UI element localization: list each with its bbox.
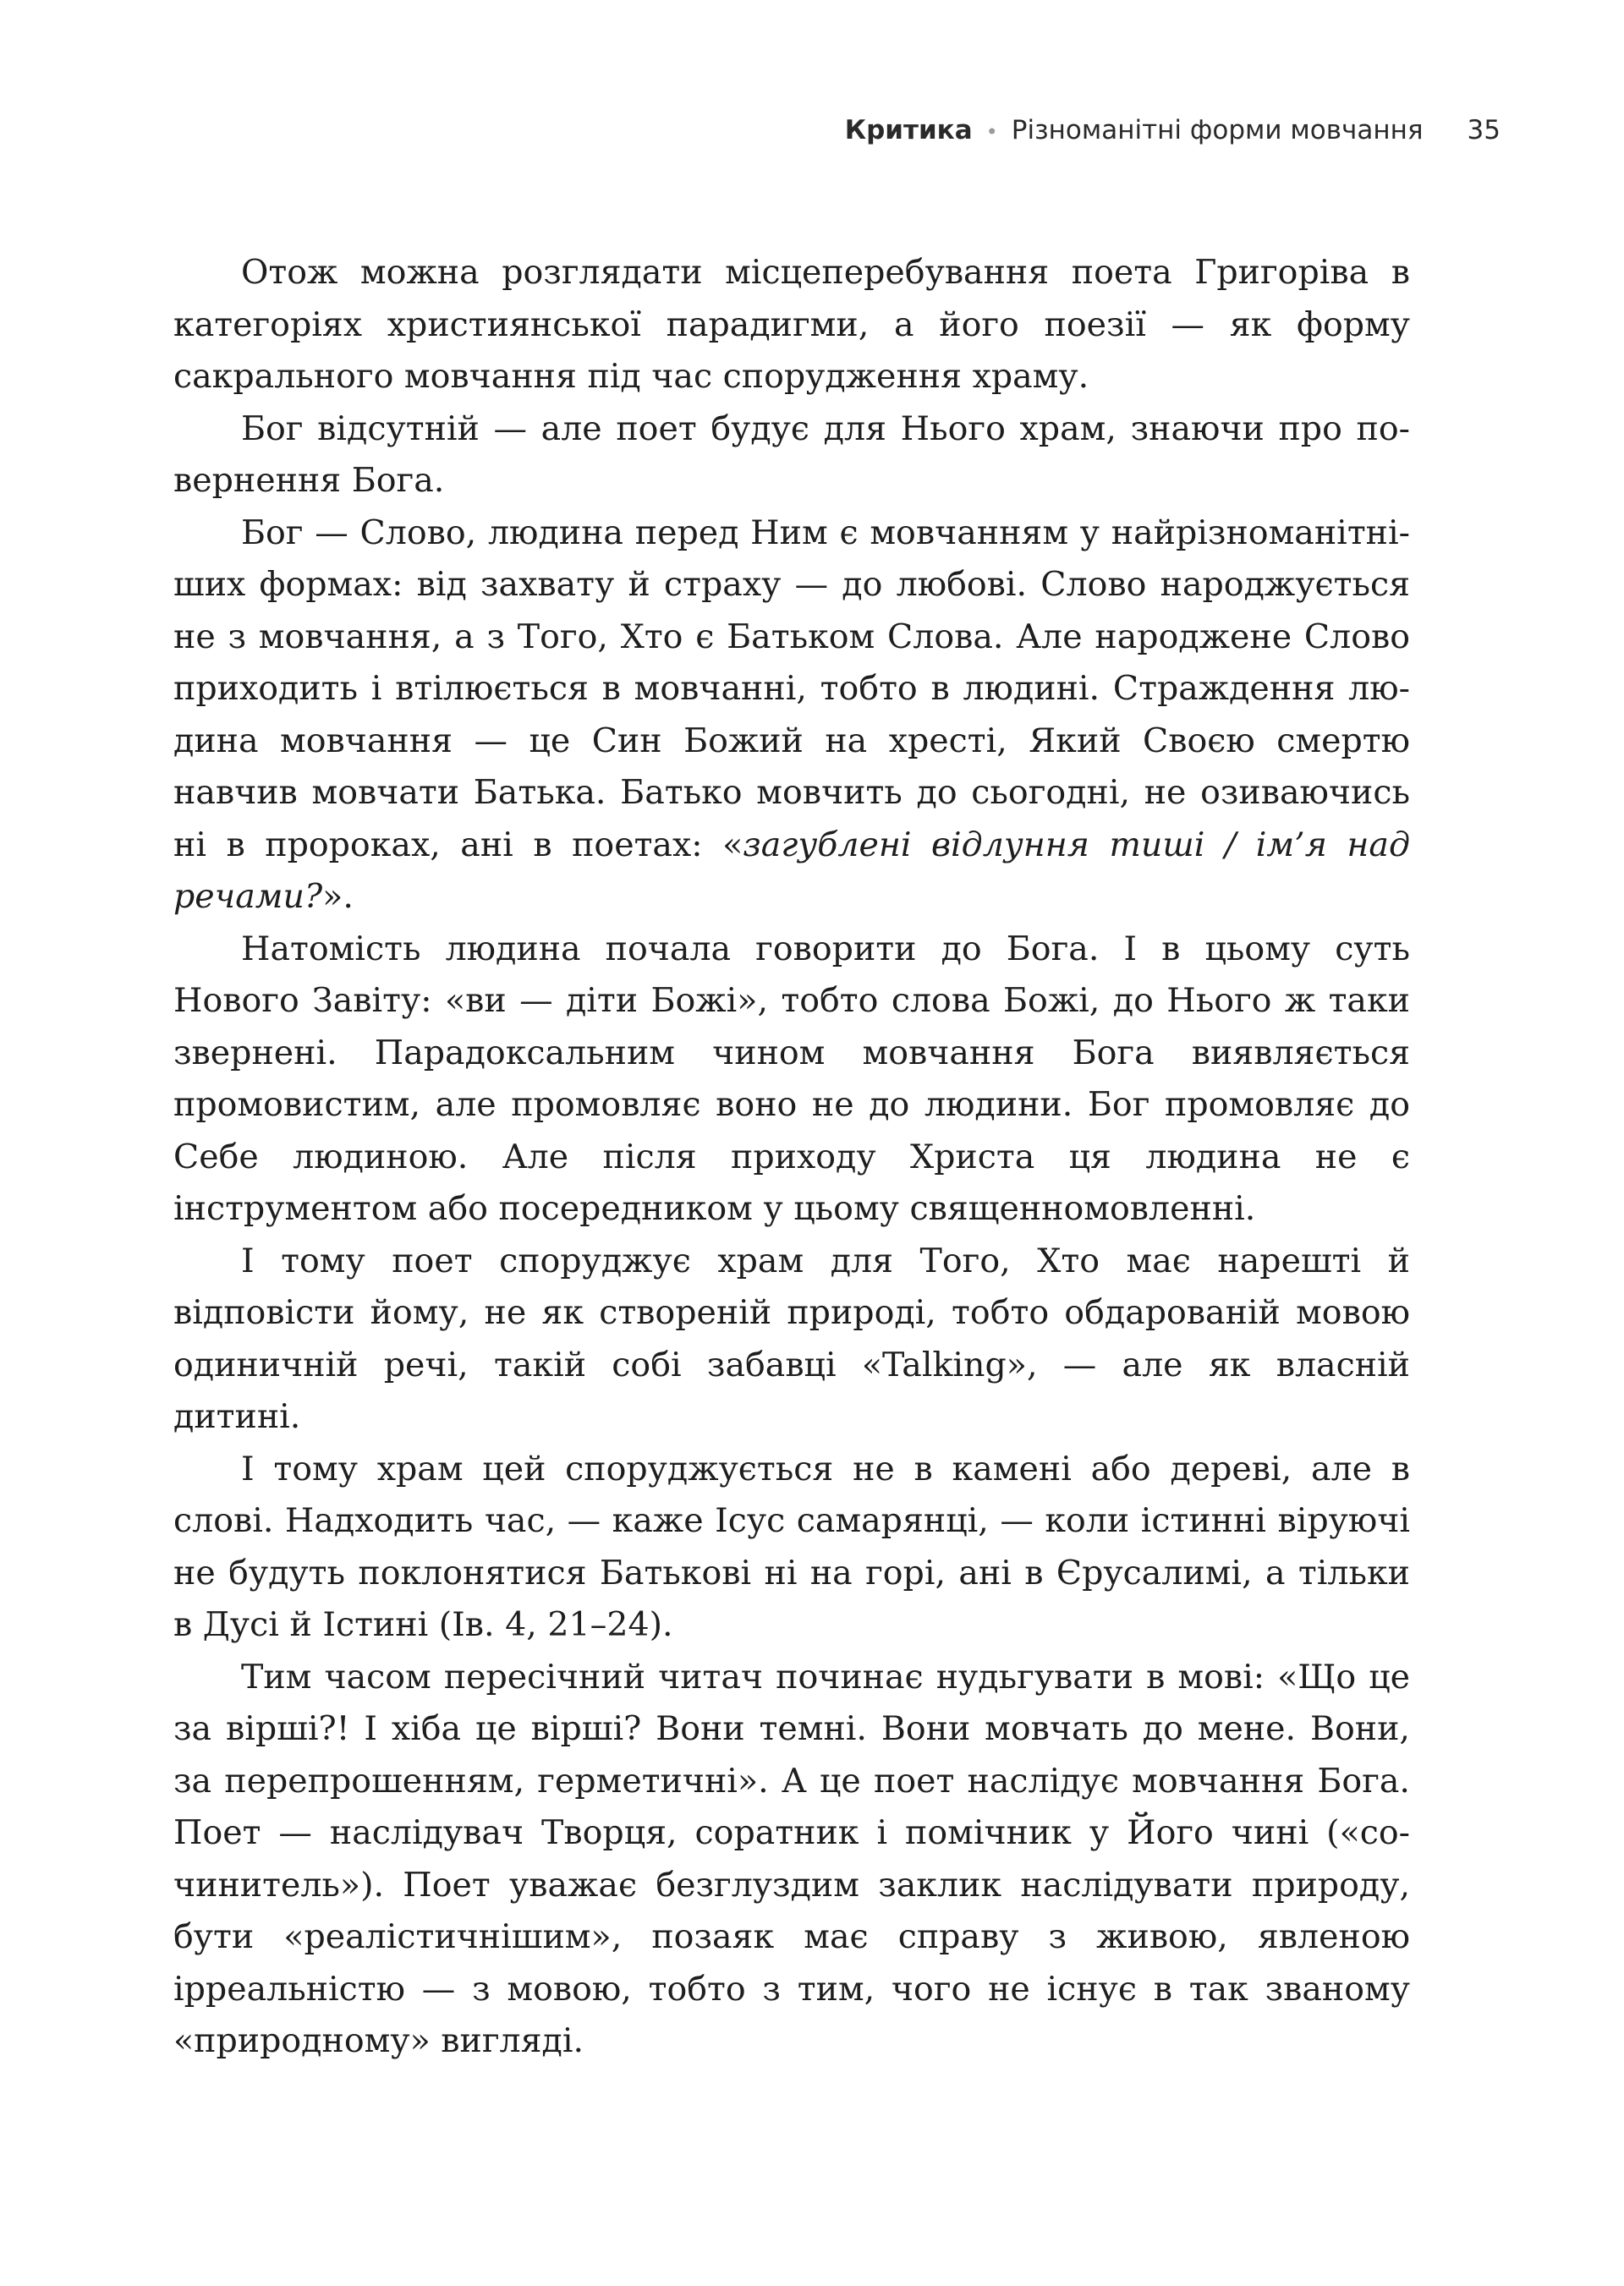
header-section-title: Критика <box>844 115 973 145</box>
paragraph: Натомість людина почала говорити до Бога. І в цьому суть Нового Завіту: «ви — діти Божі», тобто слова Божі, до Нього ж таки звернені. Парадоксальним чином мовчання Бога виявляється промовистим, але промовляє воно не до людини. Бог промовляє до Себе людиною. Але після приходу Христа ця людина не є інструментом або посередником у цьому священномовленні. <box>173 929 1410 1228</box>
header-subtitle: Різноманітні форми мовчання <box>1011 115 1424 145</box>
poem-quote: загублені відлуння тиші / ім’я над речами? <box>173 825 1410 916</box>
paragraph <box>173 507 1410 924</box>
paragraph-text-end: ». <box>322 877 354 916</box>
running-header <box>845 115 1501 145</box>
paragraph: І тому храм цей споруджується не в камені або дереві, але в слові. Надходить час, — каже Ісус самарянці, — коли істинні віруючі не будуть поклонятися Батькові ні на горі, ані в Єрусалимі, а тільки в Дусі й Істині (Ів. 4, 21–24). <box>173 1449 1410 1644</box>
paragraph-text: Бог — Слово, людина перед Ним є мовчанням у найрізноманітніших формах: від захвату й страху — до любові. Слово народжується не з мовчання, а з Того, Хто є Батьком Слова. Але народжене Слово приходить і втілюється в мовчанні, тобто в людині. Страждення людина мовчання — це Син Божий на хресті, Який Своєю смертю навчив мовчати Батька. Батько мовчить до сьогодні, не озиваючись ні в пророках, ані в поетах: « <box>173 513 1410 864</box>
paragraph: І тому поет споруджує храм для Того, Хто має нарешті й відповісти йому, не як створеній природі, тобто обдарованій мовою одиничній речі, такій собі забавці «Talking», — але як власній дитині. <box>173 1241 1410 1436</box>
page-number: 35 <box>1467 115 1501 145</box>
paragraph: Отож можна розглядати місцеперебування поета Григоріва в категоріях християнської парадигми, а його поезії — як форму сакрального мовчання під час спорудження храму. <box>173 253 1410 396</box>
body-text <box>173 247 1410 2068</box>
paragraph: Тим часом пересічний читач починає нудьгувати в мові: «Що це за вірші?! І хіба це вірші? Вони темні. Вони мовчать до мене. Вони, за перепрошенням, герметичні». А це поет наслідує мовчання Бога. Поет — наслідувач Творця, соратник і помічник у Його чині («со-чинитель»). Поет уважає безглуздим заклик наслідувати природу, бути «реалістичнішим», позаяк має справу з живою, явленою ірреальністю — з мовою, тобто з тим, чого не існує в так званому «природному» вигляді. <box>173 1657 1410 2060</box>
paragraph: Бог відсутній — але поет будує для Нього храм, знаючи про повернення Бога. <box>173 408 1410 500</box>
header-separator-dot: • <box>985 120 998 144</box>
